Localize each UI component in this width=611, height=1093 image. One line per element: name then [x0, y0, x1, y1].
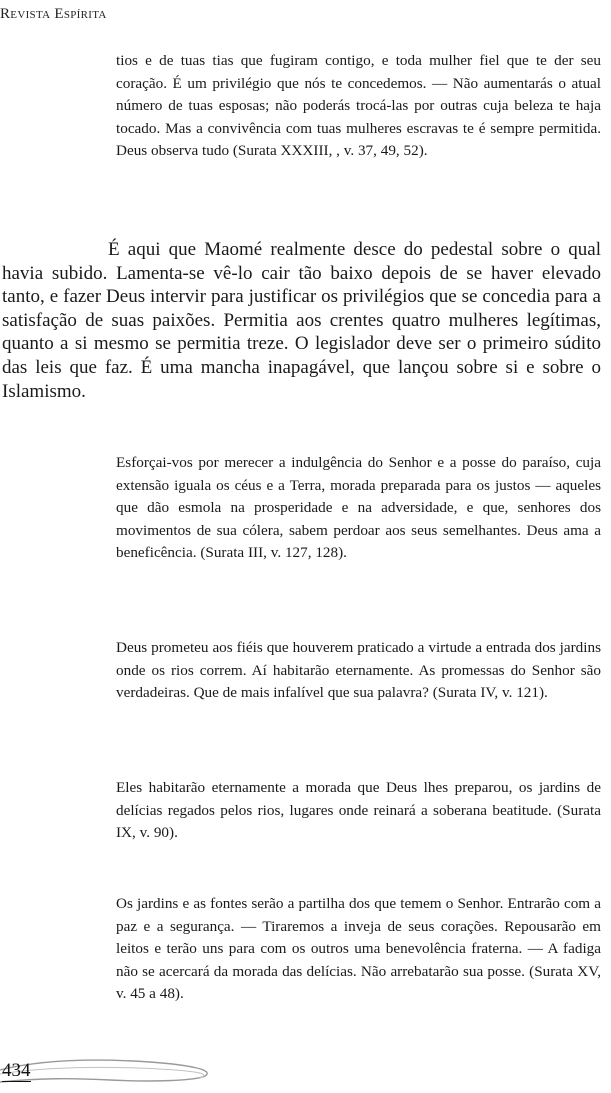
- quote-surata-iii: Esforçai-vos por merecer a indulgência do Senhor e a posse do paraíso, cuja extensão iguala os céus e a Terra, morada preparada para os justos — aqueles que dão esmola na prosperidade e na adversidade, e que, senhores dos movimentos de sua cólera, sabem perdoar aos seus semelhantes. Deus ama a beneficência. (Surata III, v. 127, 128).: [116, 454, 601, 562]
- quote-surata-ix: Eles habitarão eternamente a morada que Deus lhes preparou, os jardins de delícias regados pelos rios, lugares onde reinará a soberana beatitude. (Surata IX, v. 90).: [116, 779, 601, 842]
- commentary-paragraph: É aqui que Maomé realmente desce do pedestal sobre o qual havia subido. Lamenta-se vê-lo cair tão baixo depois de se haver elevado tanto, e fazer Deus intervir para justificar os privilégios que se concedia para a satisfação de suas paixões. Permitia aos crentes quatro mulheres legítimas, quanto a si mesmo se permitia treze. O legislador deve ser o primeiro súdito das leis que faz. É uma mancha inapagável, que lançou sobre si e sobre o Islamismo.: [2, 239, 601, 402]
- footer-swoosh-ornament: [0, 1050, 240, 1090]
- page-number: 434: [2, 1060, 31, 1081]
- quote-surata-iv: Deus prometeu aos fiéis que houverem praticado a virtude a entrada dos jardins onde os rios correm. Aí habitarão eternamente. As promessas do Senhor são verdadeiras. Que de mais infalível que sua palavra? (Surata IV, v. 121).: [116, 639, 601, 702]
- quote-surata-xxxiii: tios e de tuas tias que fugiram contigo, e toda mulher fiel que te der seu coração. É um privilégio que nós te concedemos. — Não aumentarás o atual número de tuas esposas; não poderás trocá-las por outras cuja beleza te haja tocado. Mas a convivência com tuas mulheres escravas te é sempre permitida. Deus observa tudo (Surata XXXIII, , v. 37, 49, 52).: [116, 52, 601, 160]
- quote-surata-xv: Os jardins e as fontes serão a partilha dos que temem o Senhor. Entrarão com a paz e a segurança. — Tiraremos a inveja de seus corações. Repousarão em leitos e terão uns para com os outros uma benevolência fraterna. — A fadiga não se acercará da morada das delícias. Não arrebatarão sua posse. (Surata XV, v. 45 a 48).: [116, 895, 601, 1003]
- running-header: Revista Espírita: [0, 6, 107, 22]
